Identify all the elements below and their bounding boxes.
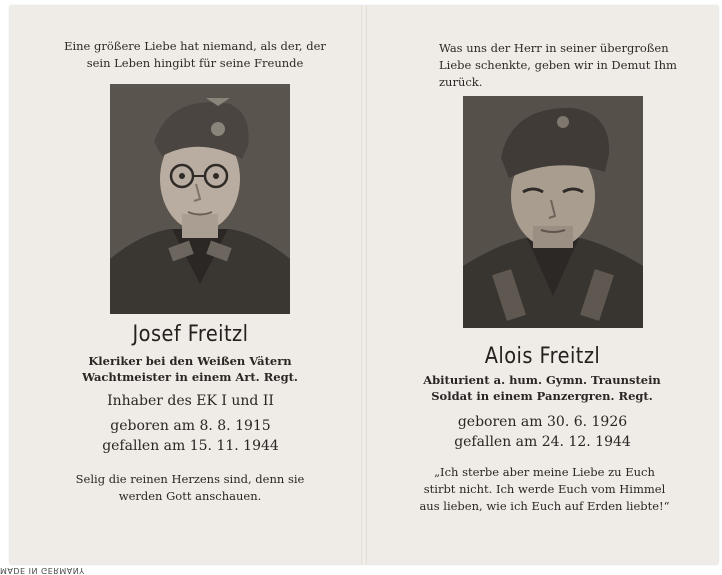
left-role-line: Wachtmeister in einem Art. Regt. [82,370,298,384]
right-quote-line: Liebe schenkte, geben wir in Demut Ihm [439,58,677,72]
left-death-date: gefallen am 15. 11. 1944 [102,438,279,454]
portrait-photo-alois [463,96,643,328]
left-quote-line: sein Leben hingibt für seine Freunde [86,56,304,70]
right-closing-line: aus lieben, wie ich Euch auf Erden liebte!“ [419,499,670,513]
right-role-line: Abiturient a. hum. Gymn. Traunstein [423,373,661,387]
right-role-line: Soldat in einem Panzergren. Regt. [431,389,653,403]
left-closing-verse [40,471,340,505]
right-closing-verse [387,464,702,515]
right-quote [439,40,699,91]
left-award: Inhaber des EK I und II [107,393,274,409]
deceased-name-alois: Alois Freitzl [484,344,601,369]
left-role-line: Kleriker bei den Weißen Vätern [88,354,292,368]
right-death-date: gefallen am 24. 12. 1944 [454,434,631,450]
card-fold [361,6,367,564]
left-born-date: geboren am 8. 8. 1915 [110,418,271,434]
left-panel [10,6,371,564]
left-quote [50,38,340,72]
made-in-mark: MADE IN GERMANY [0,566,85,575]
right-born-date: geboren am 30. 6. 1926 [457,414,628,430]
left-closing-line: werden Gott anschauen. [118,489,262,503]
left-role [30,353,350,385]
right-quote-line: Was uns der Herr in seiner übergroßen [439,41,669,55]
right-role [377,372,707,404]
right-panel [367,6,718,564]
right-closing-line: stirbt nicht. Ich werde Euch vom Himmel [423,482,666,496]
right-quote-line: zurück. [439,75,483,89]
right-closing-line: „Ich sterbe aber meine Liebe zu Euch [434,465,655,479]
portrait-photo-josef [110,84,290,314]
left-closing-line: Selig die reinen Herzens sind, denn sie [75,472,305,486]
left-quote-line: Eine größere Liebe hat niemand, als der, der [64,39,326,53]
deceased-name-josef: Josef Freitzl [132,322,249,347]
